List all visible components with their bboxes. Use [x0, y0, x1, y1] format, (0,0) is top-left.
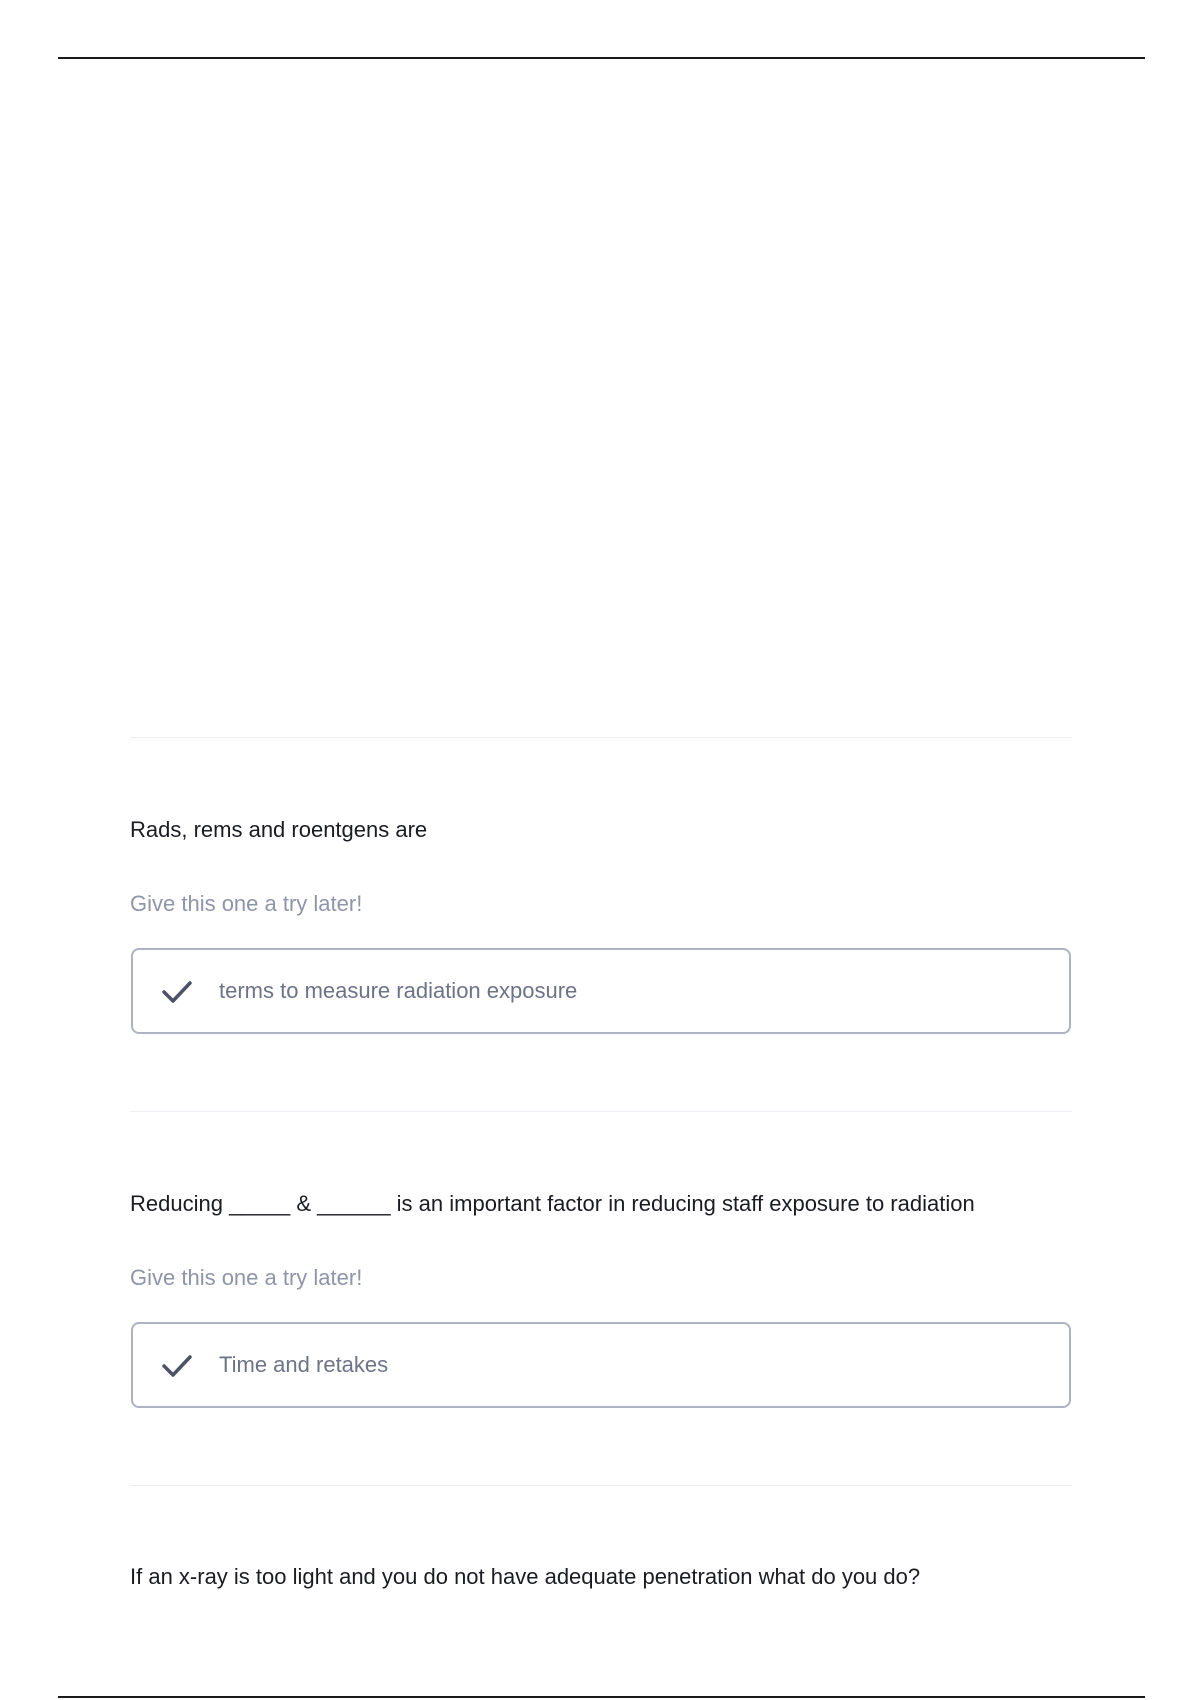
check-icon — [161, 979, 193, 1005]
page-bottom-rule — [58, 1696, 1145, 1698]
card-divider — [130, 1111, 1072, 1112]
answer-box[interactable] — [131, 1322, 1071, 1408]
card-divider — [130, 737, 1072, 738]
check-icon — [161, 1353, 193, 1379]
answer-box[interactable] — [131, 948, 1071, 1034]
answer-text: Time and retakes — [219, 1352, 389, 1377]
card-hint[interactable]: Give this one a try later! — [130, 1265, 363, 1290]
card-hint[interactable]: Give this one a try later! — [130, 891, 363, 916]
page-top-rule — [58, 57, 1145, 59]
answer-text: terms to measure radiation exposure — [219, 978, 578, 1003]
card-question: Reducing _____ & ______ is an important factor in reducing staff exposure to radiation — [130, 1191, 975, 1216]
card-divider — [130, 1485, 1072, 1486]
card-question: If an x-ray is too light and you do not have adequate penetration what do you do? — [130, 1564, 921, 1589]
card-question: Rads, rems and roentgens are — [130, 817, 428, 842]
